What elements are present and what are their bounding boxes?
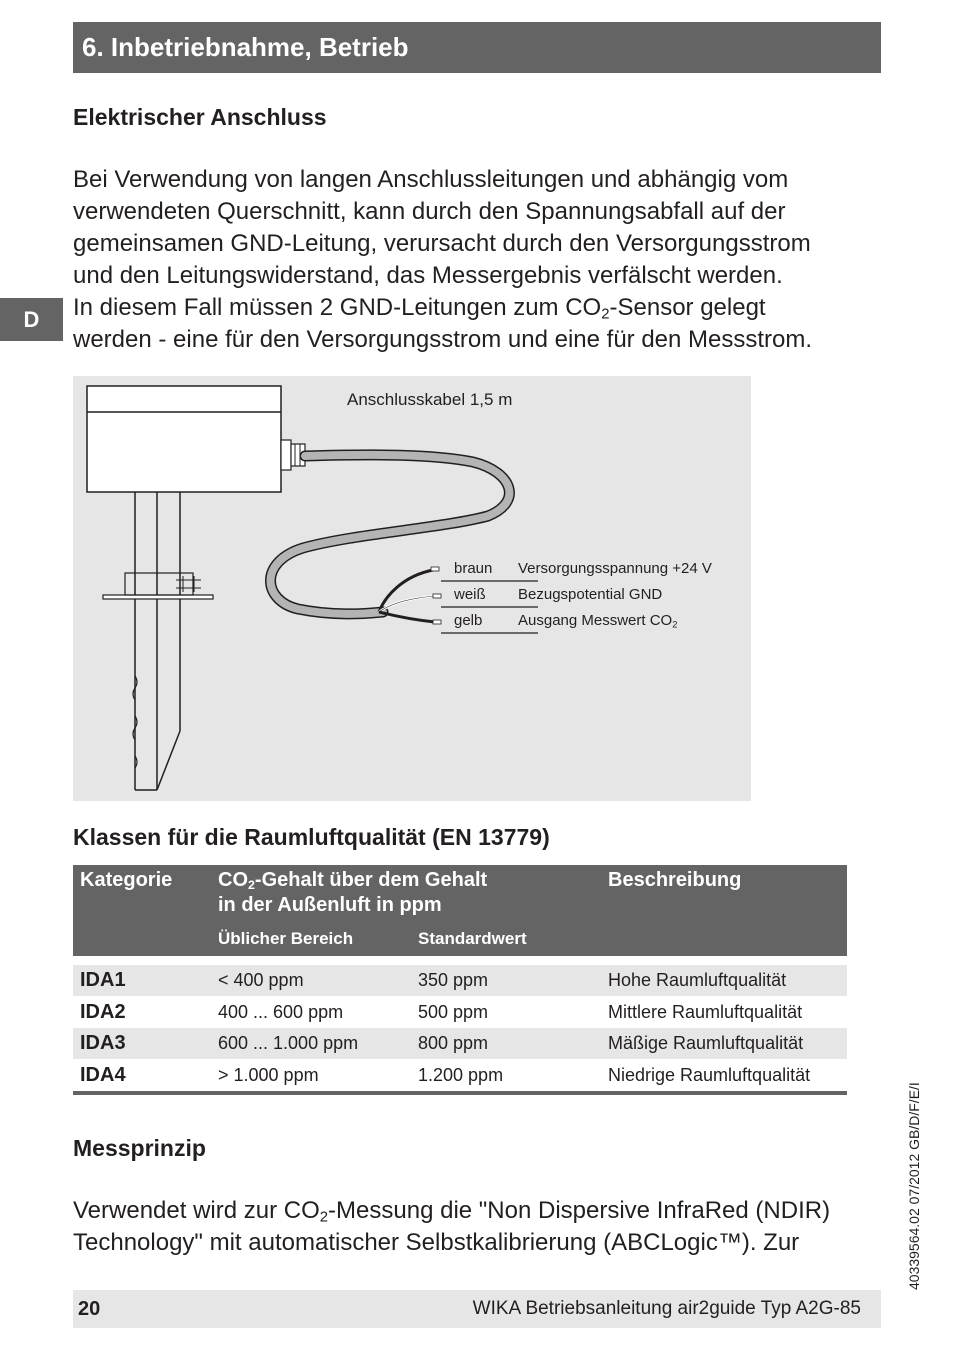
table-row: IDA4 > 1.000 ppm 1.200 ppm Niedrige Raumluftqualität <box>80 1064 811 1086</box>
cable-gland <box>281 440 291 470</box>
page-number: 20 <box>78 1298 101 1320</box>
wire-function-label: Bezugspotential GND <box>518 586 663 603</box>
paragraph-line: Bei Verwendung von langen Anschlussleitungen und abhängig vom <box>73 166 789 193</box>
paragraph-line: werden - eine für den Versorgungsstrom und eine für den Messstrom. <box>73 326 813 353</box>
table-row: IDA2 400 ... 600 ppm 500 ppm Mittlere Raumluftqualität <box>80 1001 803 1023</box>
subheader-default-value: Standardwert <box>418 929 527 948</box>
column-header-co2-content-line2: in der Außenluft in ppm <box>218 894 442 916</box>
subheader-typical-range: Üblicher Bereich <box>218 929 354 948</box>
wire-function-label: Ausgang Messwert $CO_2$ <box>518 612 678 630</box>
paragraph-line: und den Leitungswiderstand, das Messergebnis verfälscht werden. <box>73 262 783 289</box>
wire-yellow <box>379 612 435 622</box>
paragraph-measuring-principle <box>73 1195 830 1259</box>
column-header-category: Kategorie <box>80 869 173 891</box>
paragraph-electrical-connection <box>73 164 812 356</box>
heading-air-quality-classes: Klassen für die Raumluftqualität (EN 13779) <box>73 824 550 850</box>
sensor-housing <box>87 386 281 492</box>
wire-color-label: weiß <box>454 586 486 603</box>
wire-color-label: braun <box>454 560 493 577</box>
cable-label: Anschlusskabel 1,5 m <box>347 390 513 409</box>
column-header-co2-content: $CO_2$-Gehalt über dem Gehalt <box>218 869 488 893</box>
footer-text: WIKA Betriebsanleitung air2guide Typ A2G-85 <box>472 1298 861 1319</box>
wiring-diagram <box>73 376 751 801</box>
table-header <box>73 865 847 956</box>
paragraph-line: gemeinsamen GND-Leitung, verursacht durch den Versorgungsstrom <box>73 230 811 257</box>
heading-measuring-principle: Messprinzip <box>73 1135 206 1161</box>
table-row: IDA3 600 ... 1.000 ppm 800 ppm Mäßige Raumluftqualität <box>73 1028 847 1059</box>
language-tab: D <box>0 298 63 341</box>
page-footer <box>73 1290 881 1328</box>
paragraph-line: Verwendet wird zur $CO_2$-Messung die "Non Dispersive InfraRed (NDIR) <box>73 1197 831 1226</box>
section-title: 6. Inbetriebnahme, Betrieb <box>73 22 881 73</box>
paragraph-line: In diesem Fall müssen 2 GND-Leitungen zum $CO_2$-Sensor gelegt <box>73 294 766 323</box>
paragraph-line: Technology" mit automatischer Selbstkalibrierung (ABCLogic™). Zur <box>73 1229 800 1256</box>
column-header-description: Beschreibung <box>608 869 742 891</box>
wire-function-label: Versorgungsspannung +24 V <box>518 560 712 577</box>
table-bottom-rule <box>73 1091 847 1095</box>
air-quality-table <box>73 865 847 1097</box>
wire-brown <box>379 570 433 612</box>
heading-electrical-connection: Elektrischer Anschluss <box>73 104 327 130</box>
table-row: IDA1 < 400 ppm 350 ppm Hohe Raumluftqualität <box>73 965 847 996</box>
paragraph-line: verwendeten Querschnitt, kann durch den Spannungsabfall auf der <box>73 198 786 225</box>
document-code: 40339564.02 07/2012 GB/D/F/E/I <box>906 1082 922 1290</box>
wire-color-label: gelb <box>454 612 483 629</box>
